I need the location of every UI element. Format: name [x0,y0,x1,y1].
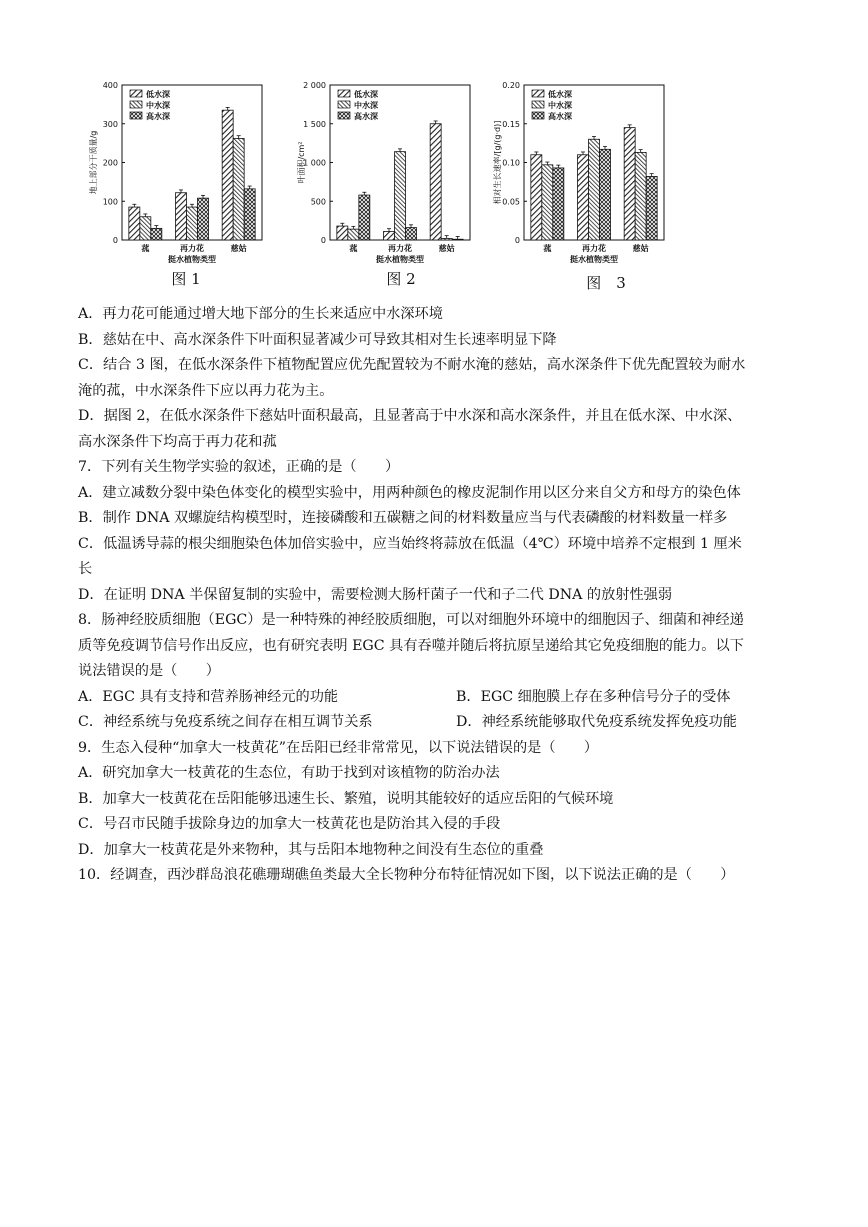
legend-swatch [338,90,350,97]
option-7a: A．建立减数分裂中染色体变化的模型实验中，用两种颜色的橡皮泥制作用以区分来自父方和母方的染色体 [78,484,741,501]
chart-svg [488,72,678,267]
chart-svg [86,72,276,267]
bar-高水深-菰 [151,228,162,240]
option-9d: D．加拿大一枝黄花是外来物种，其与岳阳本地物种之间没有生态位的重叠 [78,841,544,858]
bar-中水深-菰 [542,165,553,240]
question-8: 8．肠神经胶质细胞（EGC）是一种特殊的神经胶质细胞，可以对细胞外环境中的细胞因子、细菌和神经递 [78,612,744,628]
bar-高水深-慈姑 [646,176,657,240]
option-6d: D．据图 2，在低水深条件下慈姑叶面积最高，且显著高于中水深和高水深条件，并且在低水深、中水深、 [78,408,742,424]
bar-高水深-再力花 [406,228,417,240]
y-tick-label: 1 500 [303,119,326,129]
legend-label: 高水深 [146,112,170,121]
bar-高水深-菰 [359,195,370,240]
x-tick-label: 菰 [543,244,552,253]
y-tick-label: 0.15 [502,119,520,129]
bar-低水深-菰 [337,226,348,240]
y-tick-label: 0 [112,236,118,245]
bar-低水深-慈姑 [624,128,635,240]
q8-options-row1 [78,685,800,711]
option-7c: C．低温诱导蒜的根尖细胞染色体加倍实验中，应当始终将蒜放在低温（4℃）环境中培养不定根到 1 厘米 [78,535,742,552]
x-tick-label: 再力花 [582,244,606,253]
y-tick-label: 500 [310,197,326,207]
legend-label: 中水深 [354,101,378,110]
option-6d-cont: 高水深条件下均高于再力花和菰 [78,433,277,450]
bar-中水深-菰 [348,229,359,240]
y-tick-label: 0.05 [502,197,520,207]
y-tick-label: 300 [102,119,118,129]
bar-中水深-慈姑 [635,152,646,240]
y-tick-label: 1 000 [303,158,326,168]
y-tick-label: 0 [514,236,520,245]
y-tick-label: 0.20 [502,81,520,90]
question-10: 10．经调查，西沙群岛浪花礁珊瑚礁鱼类最大全长物种分布特征情况如下图，以下说法正确的是（ ） [78,867,735,883]
bar-中水深-再力花 [187,207,198,240]
legend-swatch [532,112,544,119]
y-tick-label: 0.10 [502,158,520,168]
y-axis-label: 地上部分干质量/g [89,130,98,195]
bar-低水深-再力花 [176,193,187,240]
legend-swatch [130,101,142,108]
option-9b: B．加拿大一枝黄花在岳阳能够迅速生长、繁殖，说明其能较好的适应岳阳的气候环境 [78,790,614,807]
x-tick-label: 再力花 [180,244,204,253]
legend-label: 低水深 [548,90,572,99]
chart-figure-3 [488,72,678,267]
option-6a: A．再力花可能通过增大地下部分的生长来适应中水深环境 [78,306,443,322]
x-tick-label: 慈姑 [230,244,247,253]
bar-低水深-慈姑 [222,110,233,240]
y-tick-label: 2 000 [303,81,326,90]
legend-swatch [338,112,350,119]
figure-row [86,72,806,300]
q8-options-row2 [78,710,800,736]
figure-2-label: 图 2 [386,270,416,288]
x-tick-label: 慈姑 [438,244,455,253]
y-axis-label: 相对生长速率/[g/(g·d)] [493,120,502,205]
bar-高水深-慈姑 [452,239,463,240]
x-axis-label: 挺水植物类型 [376,255,424,264]
option-9c: C．号召市民随手拔除身边的加拿大一枝黄花也是防治其入侵的手段 [78,816,501,832]
y-tick-label: 200 [102,158,118,168]
bar-高水深-再力花 [600,149,611,240]
chart-figure-2 [294,72,484,267]
bar-低水深-再力花 [578,155,589,240]
figure-1-label: 图 1 [171,270,201,288]
option-7c-cont: 长 [78,561,93,577]
bar-中水深-再力花 [395,152,406,240]
question-text [78,302,800,889]
bar-低水深-慈姑 [430,124,441,240]
legend-swatch [130,90,142,97]
option-6c-cont: 淹的菰，中水深条件下应以再力花为主。 [78,382,334,399]
question-8-cont1: 质等免疫调节信号作出反应，也有研究表明 EGC 具有吞噬并随后将抗原呈递给其它免疫细胞的能力。以下 [78,637,744,654]
question-8-cont2: 说法错误的是（ ） [78,663,220,679]
option-9a: A．研究加拿大一枝黄花的生态位，有助于找到对该植物的防治办法 [78,765,500,781]
legend-swatch [532,90,544,97]
question-7: 7．下列有关生物学实验的叙述，正确的是（ ） [78,459,400,475]
x-tick-label: 菰 [349,244,358,253]
x-axis-label: 挺水植物类型 [168,255,216,264]
bar-低水深-菰 [129,207,140,240]
legend-swatch [532,101,544,108]
figure-3-label: 图 3 [586,274,626,292]
option-8a: A．EGC 具有支持和营养肠神经元的功能 [78,688,339,705]
bar-高水深-慈姑 [244,189,255,240]
x-tick-label: 慈姑 [632,244,649,253]
legend-label: 低水深 [146,90,170,99]
bar-中水深-慈姑 [441,238,452,240]
chart-figure-1 [86,72,276,267]
question-9: 9．生态入侵种“加拿大一枝黄花”在岳阳已经非常常见，以下说法错误的是（ ） [78,739,599,756]
bar-低水深-菰 [531,155,542,240]
option-7d: D．在证明 DNA 半保留复制的实验中，需要检测大肠杆菌子一代和子二代 DNA 的放射性强弱 [78,586,673,603]
option-7b: B．制作 DNA 双螺旋结构模型时，连接磷酸和五碳糖之间的材料数量应当与代表磷酸的材料数量一样多 [78,510,728,526]
option-8b: B．EGC 细胞膜上存在多种信号分子的受体 [456,688,731,705]
y-axis-label: 叶面积/cm² [297,141,306,184]
legend-swatch [338,101,350,108]
y-tick-label: 400 [102,81,118,90]
option-8d: D．神经系统能够取代免疫系统发挥免疫功能 [456,714,737,730]
x-tick-label: 菰 [141,244,150,253]
bar-中水深-慈姑 [233,138,244,240]
bar-高水深-菰 [553,168,564,240]
legend-label: 低水深 [354,90,378,99]
chart-svg [294,72,484,267]
bar-低水深-再力花 [384,231,395,240]
legend-label: 中水深 [548,101,572,110]
x-tick-label: 再力花 [388,244,412,253]
y-tick-label: 0 [320,236,326,245]
legend-label: 中水深 [146,101,170,110]
legend-swatch [130,112,142,119]
option-8c: C．神经系统与免疫系统之间存在相互调节关系 [78,714,373,730]
option-6b: B．慈姑在中、高水深条件下叶面积显著减少可导致其相对生长速率明显下降 [78,331,557,348]
legend-label: 高水深 [548,112,572,121]
bar-高水深-再力花 [198,198,209,240]
option-6c: C．结合 3 图，在低水深条件下植物配置应优先配置较为不耐水淹的慈姑，高水深条件下优先配置较为耐水 [78,357,746,373]
legend-label: 高水深 [354,112,378,121]
bar-中水深-再力花 [589,139,600,240]
y-tick-label: 100 [102,197,118,207]
bar-中水深-菰 [140,217,151,240]
x-axis-label: 挺水植物类型 [570,255,618,264]
